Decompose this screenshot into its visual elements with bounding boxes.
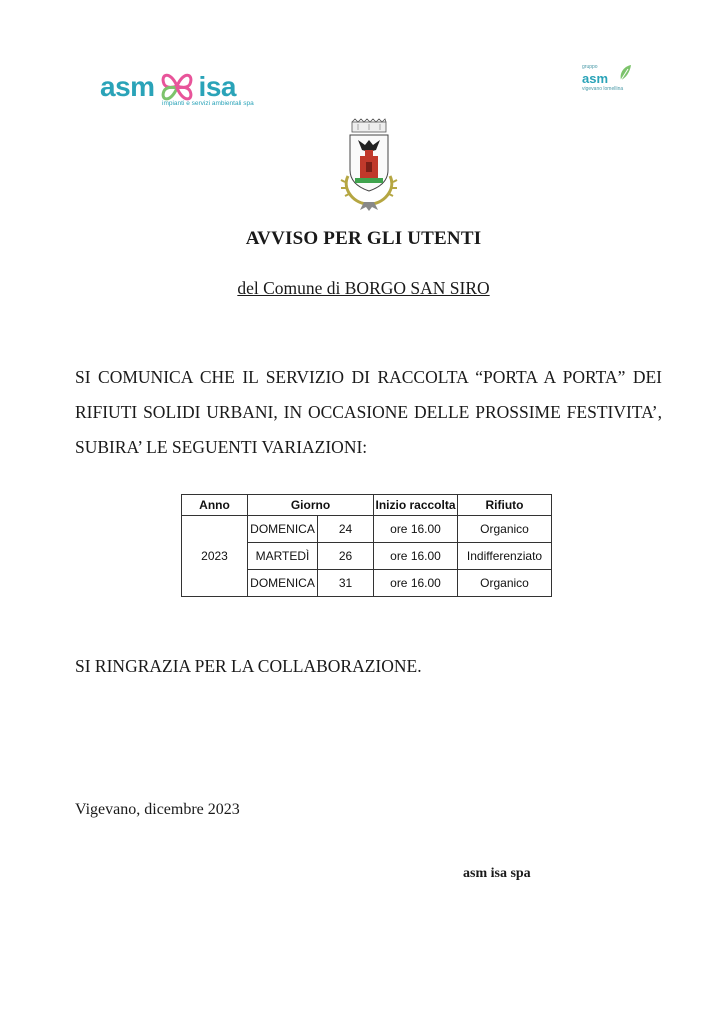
- header-day: Giorno: [248, 495, 374, 516]
- logo-vigevano-text: vigevano lomellina: [582, 86, 624, 92]
- year-cell: 2023: [182, 516, 248, 597]
- logo-text-isa: isa: [198, 71, 236, 102]
- weekday-cell: DOMENICA: [248, 516, 318, 543]
- thanks-text: SI RINGRAZIA PER LA COLLABORAZIONE.: [75, 656, 422, 676]
- header-waste: Rifiuto: [458, 495, 552, 516]
- weekday-cell: DOMENICA: [248, 570, 318, 597]
- date-cell: 31: [318, 570, 374, 597]
- date-cell: 26: [318, 543, 374, 570]
- asm-isa-logo: [100, 48, 270, 108]
- table-header-row: [182, 495, 552, 516]
- weekday-cell: MARTEDÌ: [248, 543, 318, 570]
- waste-cell: Indifferenziato: [458, 543, 552, 570]
- notice-subtitle: del Comune di BORGO SAN SIRO: [237, 278, 490, 298]
- gruppo-asm-logo: [580, 64, 650, 100]
- waste-cell: Organico: [458, 516, 552, 543]
- notice-body: SI COMUNICA CHE IL SERVIZIO DI RACCOLTA “PORTA A PORTA” DEI RIFIUTI SOLIDI URBANI, IN OCCASIONE DELLE PROSSIME FESTIVITA’, SUBIRA’ LE SEGUENTI VARIAZIONI:: [75, 367, 662, 457]
- logo-text-asm: asm: [100, 71, 155, 102]
- logo-gruppo-text: gruppo: [582, 64, 598, 70]
- leaf-icon: [618, 64, 632, 82]
- coat-of-arms-icon: [336, 118, 402, 212]
- start-cell: ore 16.00: [374, 570, 458, 597]
- logo-asm-text: asm: [582, 71, 609, 86]
- header-start: Inizio raccolta: [374, 495, 458, 516]
- waste-cell: Organico: [458, 570, 552, 597]
- notice-title: AVVISO PER GLI UTENTI: [245, 228, 482, 249]
- schedule-table: [181, 494, 552, 597]
- start-cell: ore 16.00: [374, 543, 458, 570]
- table-row: [182, 516, 552, 543]
- date-cell: 24: [318, 516, 374, 543]
- header-year: Anno: [182, 495, 248, 516]
- signature: asm isa spa: [463, 866, 531, 881]
- logo-tagline: impianti e servizi ambientali spa: [162, 100, 254, 107]
- place-date: Vigevano, dicembre 2023: [75, 801, 240, 818]
- start-cell: ore 16.00: [374, 516, 458, 543]
